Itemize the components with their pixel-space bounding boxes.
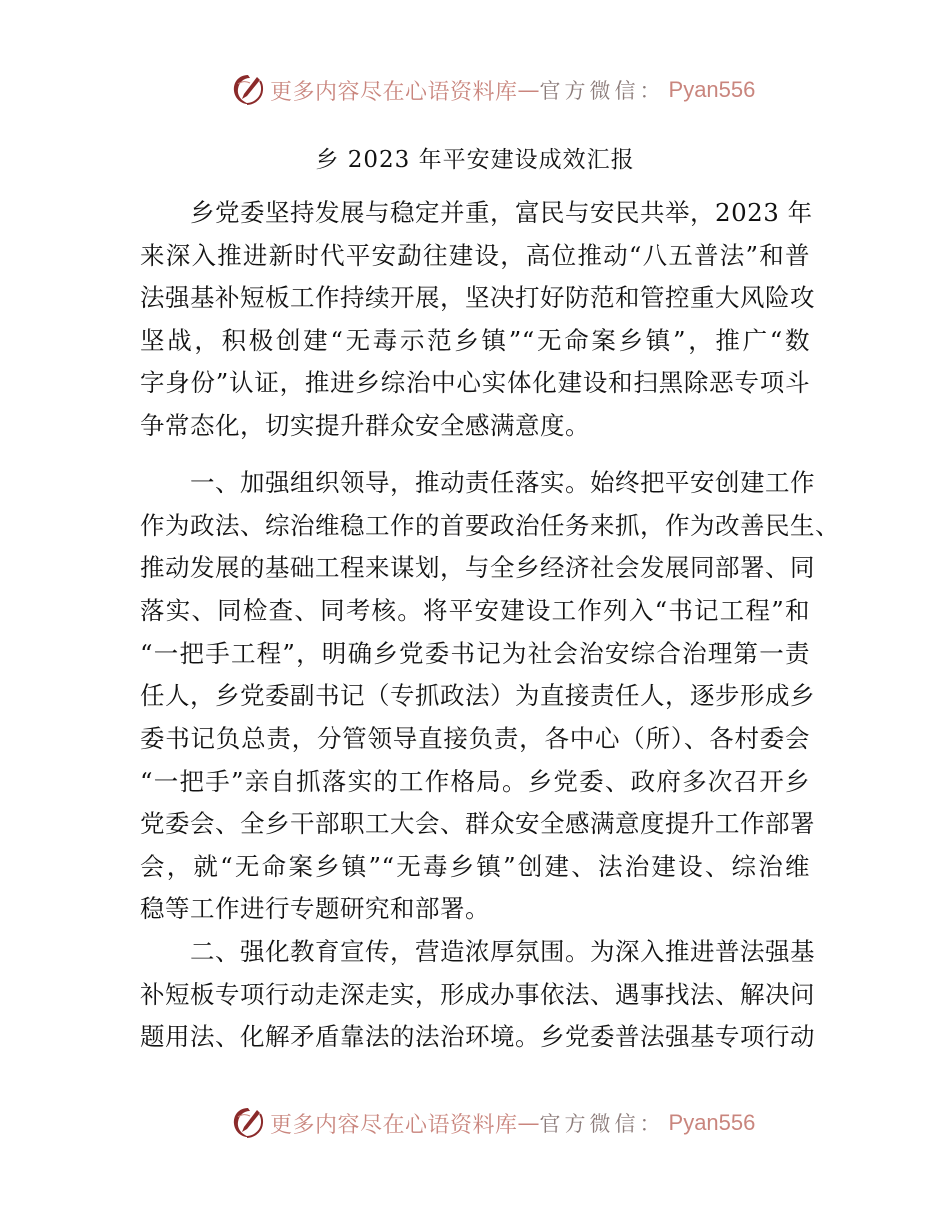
paragraph-line: 补短板专项行动走深走实，形成办事依法、遇事找法、解决问 [140,980,815,1009]
watermark-wechat-label: 官方微信： [539,79,665,103]
footer-watermark-banner [230,1103,755,1143]
paragraph-line: “一把手工程”，明确乡党委书记为社会治安综合治理第一责 [140,639,810,668]
watermark-dash: — [517,77,540,103]
paragraph-line: 题用法、化解矛盾靠法的法治环境。乡党委普法强基专项行动 [140,1022,815,1051]
watermark-main-text: 更多内容尽在心语资料库 [270,1112,518,1138]
watermark-wechat-label: 官方微信： [539,1112,665,1136]
watermark-wechat-id: Pyan556 [668,77,756,102]
paragraph-line: 党委会、全乡干部职工大会、群众安全感满意度提升工作部署 [140,809,815,838]
paragraph-line: 字身份”认证，推进乡综治中心实体化建设和扫黑除恶专项斗 [140,368,810,397]
paragraph-line: 落实、同检查、同考核。将平安建设工作列入“书记工程”和 [140,596,810,625]
document-title: 乡 2023 年平安建设成效汇报 [315,147,635,173]
paragraph-line: 稳等工作进行专题研究和部署。 [140,894,490,923]
watermark-main-text: 更多内容尽在心语资料库 [270,79,518,105]
paragraph-line: 法强基补短板工作持续开展，坚决打好防范和管控重大风险攻 [140,283,815,312]
watermark-wechat-id: Pyan556 [668,1110,756,1135]
quill-pen-logo-icon [230,1105,266,1141]
paragraph-line: 二、强化教育宣传，营造浓厚氛围。为深入推进普法强基 [140,937,815,966]
header-watermark-banner [230,70,755,110]
paragraph-line: “一把手”亲自抓落实的工作格局。乡党委、政府多次召开乡 [140,767,810,796]
paragraph-line: 乡党委坚持发展与稳定并重，富民与安民共举，2023 年 [140,198,813,227]
paragraph-line: 委书记负总责，分管领导直接负责，各中心（所）、各村委会 [140,724,810,753]
paragraph-line: 来深入推进新时代平安勐往建设，高位推动“八五普法”和普 [140,241,810,270]
paragraph-line: 推动发展的基础工程来谋划，与全乡经济社会发展同部署、同 [140,553,815,582]
watermark-dash: — [517,1110,540,1136]
quill-pen-logo-icon [230,72,266,108]
paragraph-line: 会，就“无命案乡镇”“无毒乡镇”创建、法治建设、综治维 [140,852,810,881]
paragraph-line: 任人，乡党委副书记（专抓政法）为直接责任人，逐步形成乡 [140,681,815,710]
paragraph-line: 坚战，积极创建“无毒示范乡镇”“无命案乡镇”，推广“数 [140,326,810,355]
paragraph-line: 争常态化，切实提升群众安全感满意度。 [140,411,590,440]
paragraph-line: 一、加强组织领导，推动责任落实。始终把平安创建工作 [140,468,815,497]
paragraph-line: 作为政法、综治维稳工作的首要政治任务来抓，作为改善民生、 [140,511,840,540]
